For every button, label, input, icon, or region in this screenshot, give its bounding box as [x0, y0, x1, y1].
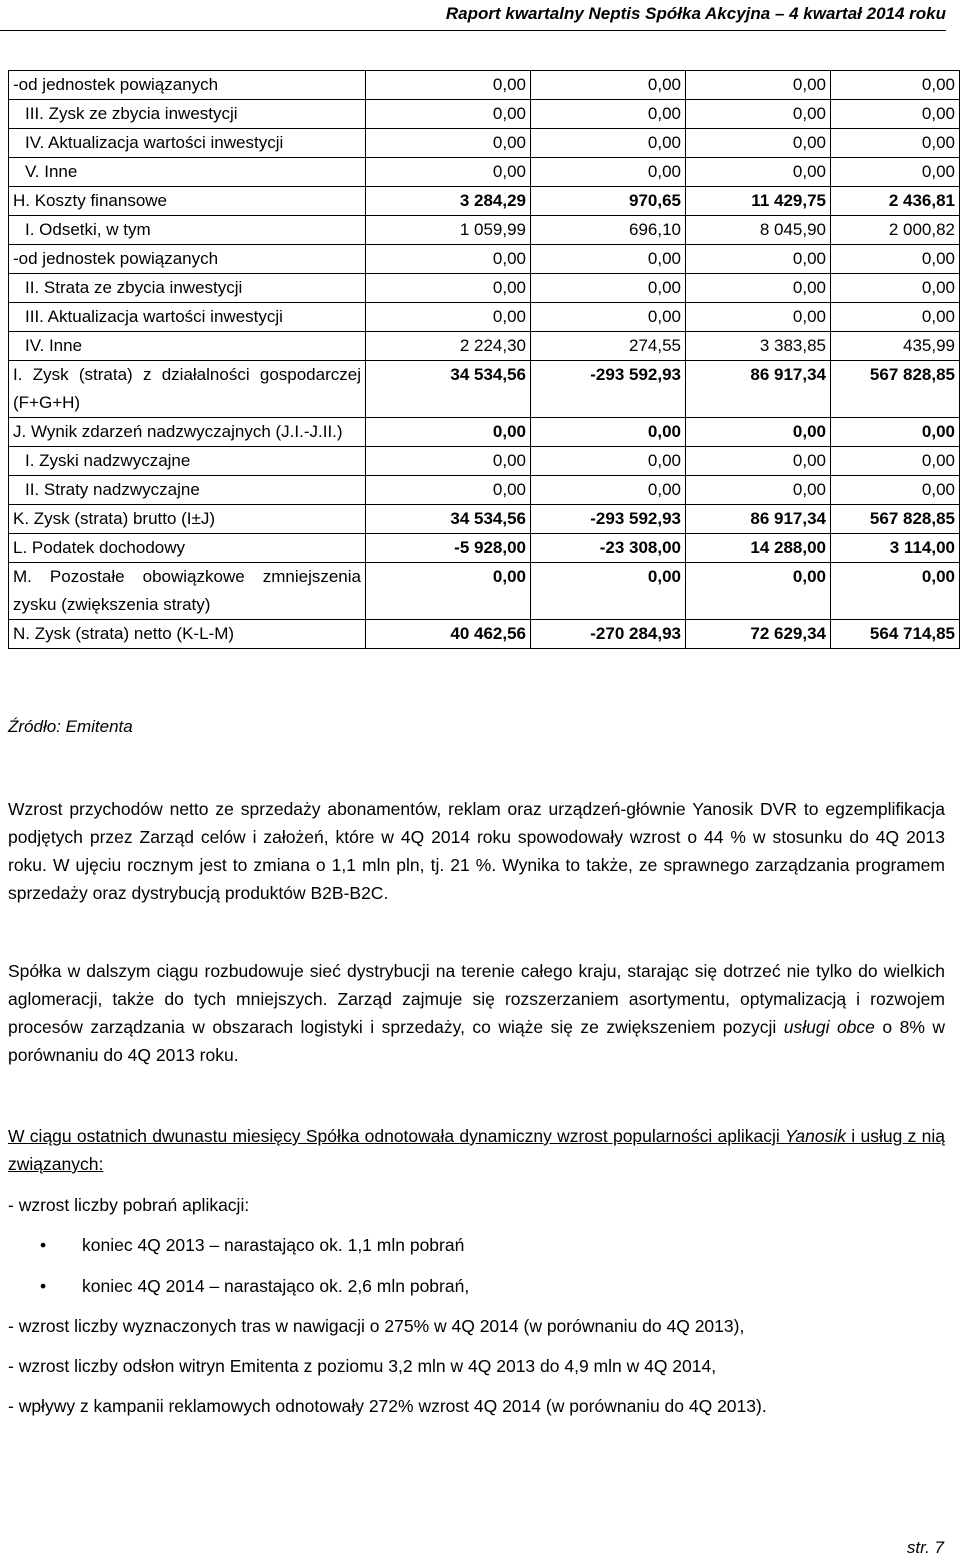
paragraph-distribution-italic: usługi obce — [783, 1017, 875, 1037]
table-row — [9, 216, 960, 245]
row-value: 564 714,85 — [831, 620, 960, 649]
row-value: 0,00 — [531, 245, 686, 274]
row-value: 0,00 — [366, 245, 531, 274]
row-value: 0,00 — [686, 245, 831, 274]
row-value: 8 045,90 — [686, 216, 831, 245]
row-value: 2 000,82 — [831, 216, 960, 245]
row-value: 86 917,34 — [686, 361, 831, 418]
row-value: 0,00 — [831, 129, 960, 158]
row-value: 0,00 — [686, 447, 831, 476]
row-value: 0,00 — [831, 158, 960, 187]
page-header — [0, 0, 946, 31]
row-value: 0,00 — [531, 158, 686, 187]
row-value: 0,00 — [366, 447, 531, 476]
row-value: 0,00 — [686, 303, 831, 332]
row-value: 0,00 — [686, 71, 831, 100]
row-value: 0,00 — [686, 476, 831, 505]
row-value: 0,00 — [686, 129, 831, 158]
row-value: 11 429,75 — [686, 187, 831, 216]
row-value: -293 592,93 — [531, 361, 686, 418]
row-value: 0,00 — [366, 158, 531, 187]
row-value: 274,55 — [531, 332, 686, 361]
table-row — [9, 476, 960, 505]
row-value: 0,00 — [531, 447, 686, 476]
row-value: -23 308,00 — [531, 534, 686, 563]
table-row — [9, 418, 960, 447]
financial-table-body — [9, 71, 960, 649]
table-row — [9, 332, 960, 361]
list-line-routes: - wzrost liczby wyznaczonych tras w nawigacji o 275% w 4Q 2014 (w porównaniu do 4Q 2013), — [8, 1316, 745, 1336]
row-value: -270 284,93 — [531, 620, 686, 649]
list-line-campaigns: - wpływy z kampanii reklamowych odnotowały 272% wzrost 4Q 2014 (w porównaniu do 4Q 2013). — [8, 1396, 767, 1416]
row-label: IV. Inne — [9, 332, 366, 361]
row-value: 0,00 — [531, 129, 686, 158]
row-value: 14 288,00 — [686, 534, 831, 563]
row-value: 0,00 — [831, 418, 960, 447]
row-label: I. Odsetki, w tym — [9, 216, 366, 245]
row-value: 435,99 — [831, 332, 960, 361]
table-row — [9, 563, 960, 620]
paragraph-distribution-end: o 8% w porównaniu do 4Q 2013 roku. — [8, 1017, 945, 1065]
row-value: 0,00 — [366, 563, 531, 620]
bullet-dot-icon: • — [40, 1235, 47, 1255]
row-value: 0,00 — [366, 418, 531, 447]
yanosik-heading-end: i usług z nią związanych: — [8, 1126, 946, 1174]
table-row — [9, 71, 960, 100]
row-value: 0,00 — [831, 274, 960, 303]
row-value: 567 828,85 — [831, 361, 960, 418]
row-value: 0,00 — [686, 158, 831, 187]
row-value: 970,65 — [531, 187, 686, 216]
yanosik-heading-italic: Yanosik — [785, 1126, 847, 1146]
row-label: III. Aktualizacja wartości inwestycji — [9, 303, 366, 332]
row-value: -5 928,00 — [366, 534, 531, 563]
row-value: 0,00 — [831, 100, 960, 129]
paragraph-distribution-text: Spółka w dalszym ciągu rozbudowuje sieć dystrybucji na terenie całego kraju, starając się dotrzeć nie tylko do wielkich aglomeracji, także do tych mniejszych. Zarząd zajmuje się rozszerzaniem asortymentu, optymalizacją i rozwojem procesów zarządzania w obszarach logistyki i sprzedaży, co wiąże się ze zwiększeniem pozycji — [8, 961, 945, 1037]
row-value: 696,10 — [531, 216, 686, 245]
row-value: 0,00 — [366, 303, 531, 332]
row-value: 3 284,29 — [366, 187, 531, 216]
row-label: H. Koszty finansowe — [9, 187, 366, 216]
table-row — [9, 303, 960, 332]
row-value: 0,00 — [831, 447, 960, 476]
bullet-text-2013: koniec 4Q 2013 – narastająco ok. 1,1 mln pobrań — [82, 1235, 465, 1255]
row-value: 2 436,81 — [831, 187, 960, 216]
page-number: str. 7 — [906, 1538, 944, 1557]
row-value: 0,00 — [831, 303, 960, 332]
row-label: V. Inne — [9, 158, 366, 187]
row-label: K. Zysk (strata) brutto (I±J) — [9, 505, 366, 534]
row-label: III. Zysk ze zbycia inwestycji — [9, 100, 366, 129]
row-label: M. Pozostałe obowiązkowe zmniejszenia zysku (zwiększenia straty) — [9, 563, 366, 620]
row-label: -od jednostek powiązanych — [9, 245, 366, 274]
bullet-text-2014: koniec 4Q 2014 – narastająco ok. 2,6 mln pobrań, — [82, 1276, 470, 1296]
row-value: 34 534,56 — [366, 505, 531, 534]
row-value: 0,00 — [686, 274, 831, 303]
row-label: IV. Aktualizacja wartości inwestycji — [9, 129, 366, 158]
report-title: Raport kwartalny Neptis Spółka Akcyjna – 4 kwartał 2014 roku — [445, 4, 946, 23]
list-line-downloads: - wzrost liczby pobrań aplikacji: — [8, 1195, 250, 1215]
row-value: 0,00 — [531, 303, 686, 332]
row-value: 0,00 — [366, 476, 531, 505]
row-value: 0,00 — [366, 71, 531, 100]
row-value: 3 114,00 — [831, 534, 960, 563]
table-row — [9, 245, 960, 274]
row-value: 0,00 — [366, 129, 531, 158]
row-value: 86 917,34 — [686, 505, 831, 534]
row-value: 0,00 — [831, 563, 960, 620]
row-value: 0,00 — [531, 418, 686, 447]
table-row — [9, 505, 960, 534]
row-label: J. Wynik zdarzeń nadzwyczajnych (J.I.-J.II.) — [9, 418, 366, 447]
row-value: 0,00 — [531, 476, 686, 505]
row-value: 0,00 — [686, 100, 831, 129]
row-value: 0,00 — [686, 418, 831, 447]
row-label: II. Strata ze zbycia inwestycji — [9, 274, 366, 303]
table-row — [9, 274, 960, 303]
row-label: N. Zysk (strata) netto (K-L-M) — [9, 620, 366, 649]
row-value: 0,00 — [531, 100, 686, 129]
row-value: 0,00 — [531, 71, 686, 100]
row-label: L. Podatek dochodowy — [9, 534, 366, 563]
row-value: 0,00 — [366, 100, 531, 129]
table-row — [9, 534, 960, 563]
row-value: 0,00 — [531, 563, 686, 620]
row-value: 1 059,99 — [366, 216, 531, 245]
table-row — [9, 158, 960, 187]
financial-table — [8, 70, 960, 649]
row-value: 0,00 — [686, 563, 831, 620]
row-value: 0,00 — [531, 274, 686, 303]
table-row — [9, 187, 960, 216]
bullet-dot-icon: • — [40, 1276, 47, 1296]
row-value: 3 383,85 — [686, 332, 831, 361]
paragraph-distribution — [8, 957, 945, 1069]
row-value: 40 462,56 — [366, 620, 531, 649]
row-label: -od jednostek powiązanych — [9, 71, 366, 100]
table-row — [9, 100, 960, 129]
row-value: 0,00 — [366, 274, 531, 303]
yanosik-heading-text: W ciągu ostatnich dwunastu miesięcy Spółka odnotowała dynamiczny wzrost popularności aplikacji — [8, 1126, 786, 1146]
table-source: Źródło: Emitenta — [8, 717, 133, 736]
row-value: 0,00 — [831, 245, 960, 274]
row-value: 72 629,34 — [686, 620, 831, 649]
table-row — [9, 447, 960, 476]
table-row — [9, 129, 960, 158]
paragraph-yanosik-heading — [8, 1122, 945, 1178]
row-value: 2 224,30 — [366, 332, 531, 361]
list-line-pageviews: - wzrost liczby odsłon witryn Emitenta z poziomu 3,2 mln w 4Q 2013 do 4,9 mln w 4Q 2014, — [8, 1356, 717, 1376]
table-row — [9, 361, 960, 418]
row-value: -293 592,93 — [531, 505, 686, 534]
table-row — [9, 620, 960, 649]
row-label: II. Straty nadzwyczajne — [9, 476, 366, 505]
row-label: I. Zyski nadzwyczajne — [9, 447, 366, 476]
row-label: I. Zysk (strata) z działalności gospodarczej (F+G+H) — [9, 361, 366, 418]
row-value: 34 534,56 — [366, 361, 531, 418]
row-value: 0,00 — [831, 476, 960, 505]
row-value: 0,00 — [831, 71, 960, 100]
row-value: 567 828,85 — [831, 505, 960, 534]
paragraph-revenue: Wzrost przychodów netto ze sprzedaży abonamentów, reklam oraz urządzeń-głównie Yanosik DVR to egzemplifikacja podjętych przez Zarząd celów i założeń, które w 4Q 2014 roku spowodowały wzrost o 44 % w stosunku do 4Q 2013 roku. W ujęciu rocznym jest to zmiana o 1,1 mln pln, tj. 21 %. Wynika to także, ze sprawnego zarządzania programem sprzedaży oraz dystrybucją produktów B2B-B2C. — [8, 799, 945, 903]
